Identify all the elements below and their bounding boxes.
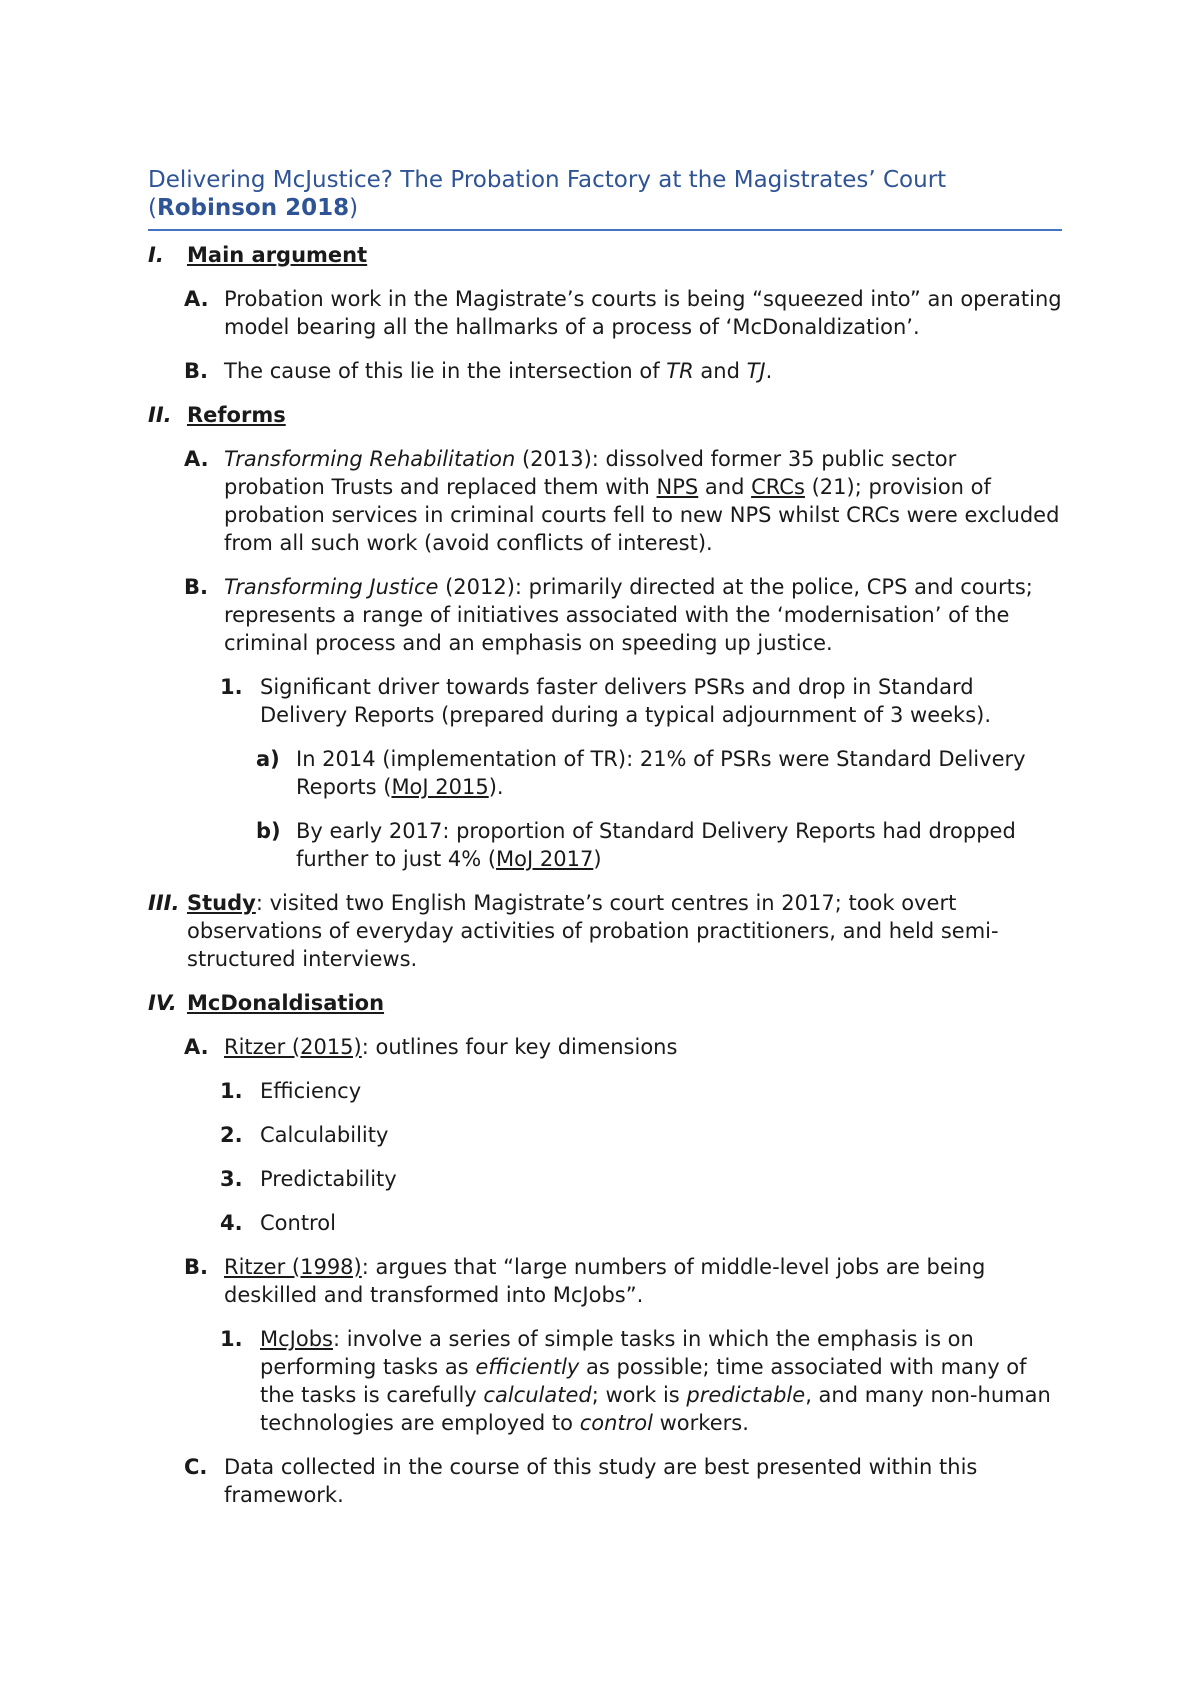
section-heading: Study	[187, 891, 256, 915]
section-number: I.	[148, 243, 164, 267]
list-item: 1. Efficiency	[220, 1079, 362, 1103]
list-item: A. Transforming Rehabilitation (2013): dissolved former 35 public sector probation Trusts and replaced them with NPS and CRCs (21); provision of probation services in criminal courts fell to new NPS whilst CRCs were excluded from all such work (avoid conflicts of interest).	[184, 447, 1060, 555]
document-body	[148, 166, 1062, 1509]
list-marker: B.	[184, 359, 208, 383]
list-item: 2. Calculability	[220, 1123, 389, 1147]
list-item: B. The cause of this lie in the intersection of TR and TJ.	[184, 359, 773, 383]
list-marker: A.	[184, 447, 209, 471]
nps-link: NPS	[656, 475, 699, 499]
list-marker: B.	[184, 575, 208, 599]
title-citation: Robinson 2018	[156, 195, 350, 221]
list-marker: 1.	[220, 675, 243, 699]
list-marker: b)	[256, 819, 281, 843]
list-item: C. Data collected in the course of this study are best presented within this framework.	[184, 1455, 978, 1507]
crcs-link: CRCs	[751, 475, 805, 499]
section-heading: McDonaldisation	[187, 991, 385, 1015]
list-marker: A.	[184, 287, 209, 311]
section-number: III.	[148, 891, 180, 915]
list-item: A. Probation work in the Magistrate’s courts is being “squeezed into” an operating model bearing all the hallmarks of a process of ‘McDonaldization’.	[184, 287, 1062, 339]
ritzer-2015-ref: Ritzer (2015)	[224, 1035, 362, 1059]
list-item: B. Transforming Justice (2012): primarily directed at the police, CPS and courts; represents a range of initiatives associated with the ‘modernisation’ of the criminal process and an emphasis on speeding up justice.	[184, 575, 1033, 655]
moj-2015-ref: MoJ 2015	[391, 775, 489, 799]
list-marker: 3.	[220, 1167, 243, 1191]
list-marker: C.	[184, 1455, 208, 1479]
section-study: III. Study: visited two English Magistrate’s court centres in 2017; took overt observations of everyday activities of probation practitioners, and held semi-structured interviews.	[148, 891, 999, 971]
list-marker: 2.	[220, 1123, 243, 1147]
list-item: 1. McJobs: involve a series of simple tasks in which the emphasis is on performing tasks as efficiently as possible; time associated with many of the tasks is carefully calculated; work is predictable, and many non-human technologies are employed to control workers.	[220, 1327, 1051, 1435]
list-item: 4. Control	[220, 1211, 336, 1235]
section-main-argument	[148, 241, 1062, 269]
list-item: b) By early 2017: proportion of Standard Delivery Reports had dropped further to just 4% (MoJ 2017)	[256, 819, 1016, 871]
document-title	[148, 166, 1062, 231]
list-marker: A.	[184, 1035, 209, 1059]
section-heading: Reforms	[187, 403, 286, 427]
section-number: II.	[148, 403, 172, 427]
list-item: 1. Significant driver towards faster delivers PSRs and drop in Standard Delivery Reports (prepared during a typical adjournment of 3 weeks).	[220, 675, 992, 727]
list-marker: 1.	[220, 1327, 243, 1351]
section-reforms	[148, 401, 1062, 429]
list-marker: 4.	[220, 1211, 243, 1235]
mcjobs-term: McJobs	[260, 1327, 333, 1351]
list-marker: 1.	[220, 1079, 243, 1103]
list-item: 3. Predictability	[220, 1167, 397, 1191]
title-line-1: Delivering McJustice? The Probation Factory at the Magistrates’ Court	[148, 167, 947, 193]
moj-2017-ref: MoJ 2017	[496, 847, 594, 871]
ritzer-1998-ref: Ritzer (1998)	[224, 1255, 362, 1279]
list-marker: a)	[256, 747, 280, 771]
section-heading: Main argument	[187, 243, 368, 267]
section-number: IV.	[148, 991, 177, 1015]
section-mcdonaldisation	[148, 989, 1062, 1017]
list-marker: B.	[184, 1255, 208, 1279]
list-item: A. Ritzer (2015): outlines four key dimensions	[184, 1035, 678, 1059]
list-item: B. Ritzer (1998): argues that “large numbers of middle-level jobs are being deskilled and transformed into McJobs”.	[184, 1255, 986, 1307]
list-item: a) In 2014 (implementation of TR): 21% of PSRs were Standard Delivery Reports (MoJ 2015).	[256, 747, 1026, 799]
title-line-2: (Robinson 2018)	[148, 195, 359, 221]
